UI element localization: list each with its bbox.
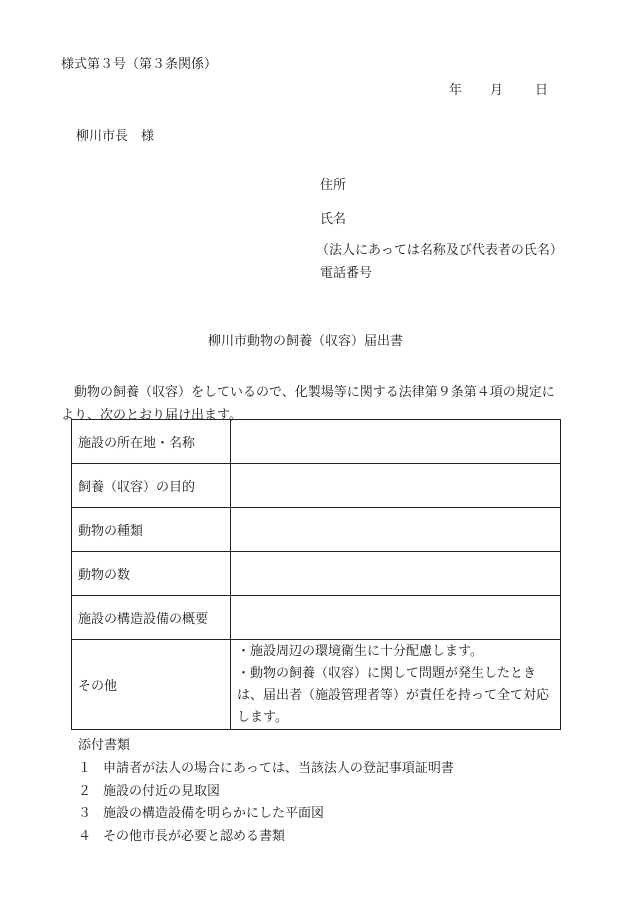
name-label: 氏名 bbox=[320, 212, 347, 227]
attachment-text: その他市長が必要と認める書類 bbox=[103, 829, 286, 844]
table-row bbox=[72, 508, 561, 552]
attachments-heading: 添付書類 bbox=[78, 738, 131, 753]
attachment-number: １ bbox=[78, 761, 92, 776]
other-line-1: ・施設周辺の環境衛生に十分配慮します。 bbox=[237, 643, 483, 659]
row-value[interactable] bbox=[231, 508, 561, 552]
intro-paragraph: 動物の飼養（収容）をしているので、化製場等に関する法律第９条第４項の規定により、次のとおり届け出ます。 bbox=[61, 385, 555, 423]
attachment-text: 施設の構造設備を明らかにした平面図 bbox=[103, 806, 325, 821]
table-row bbox=[72, 552, 561, 596]
other-label: その他 bbox=[72, 640, 231, 730]
table-row-other bbox=[72, 640, 561, 730]
table-row bbox=[72, 420, 561, 464]
attachment-item bbox=[78, 806, 324, 822]
address-label: 住所 bbox=[320, 178, 347, 193]
attachment-item bbox=[78, 784, 220, 800]
attachment-text: 申請者が法人の場合にあっては、当該法人の登記事項証明書 bbox=[103, 761, 454, 776]
row-label: 飼養（収容）の目的 bbox=[72, 464, 231, 508]
attachment-item bbox=[78, 761, 454, 777]
attachment-number: ４ bbox=[78, 829, 92, 844]
row-value[interactable] bbox=[231, 420, 561, 464]
corporate-note: （法人にあっては名称及び代表者の氏名） bbox=[316, 243, 563, 258]
row-value[interactable] bbox=[231, 596, 561, 640]
phone-label: 電話番号 bbox=[320, 266, 373, 281]
document-title: 柳川市動物の飼養（収容）届出書 bbox=[208, 334, 404, 349]
table-row bbox=[72, 596, 561, 640]
attachment-number: ３ bbox=[78, 806, 92, 821]
attachment-text: 施設の付近の見取図 bbox=[103, 784, 221, 799]
date-month-label: 月 bbox=[490, 83, 504, 98]
row-value[interactable] bbox=[231, 552, 561, 596]
row-label: 施設の所在地・名称 bbox=[72, 420, 231, 464]
info-table bbox=[71, 419, 561, 730]
addressee: 柳川市長 様 bbox=[76, 129, 155, 144]
table-row bbox=[72, 464, 561, 508]
row-label: 施設の構造設備の概要 bbox=[72, 596, 231, 640]
row-label: 動物の種類 bbox=[72, 508, 231, 552]
form-number: 様式第３号（第３条関係） bbox=[61, 57, 218, 72]
other-line-2: ・動物の飼養（収容）に関して問題が発生したときは、届出者（施設管理者等）が責任を持って全て対応します。 bbox=[237, 665, 550, 725]
row-value[interactable] bbox=[231, 464, 561, 508]
row-label: 動物の数 bbox=[72, 552, 231, 596]
date-year-label: 年 bbox=[449, 83, 463, 98]
date-day-label: 日 bbox=[535, 83, 549, 98]
attachment-item bbox=[78, 829, 285, 845]
attachment-number: ２ bbox=[78, 784, 92, 799]
other-value bbox=[231, 640, 561, 730]
